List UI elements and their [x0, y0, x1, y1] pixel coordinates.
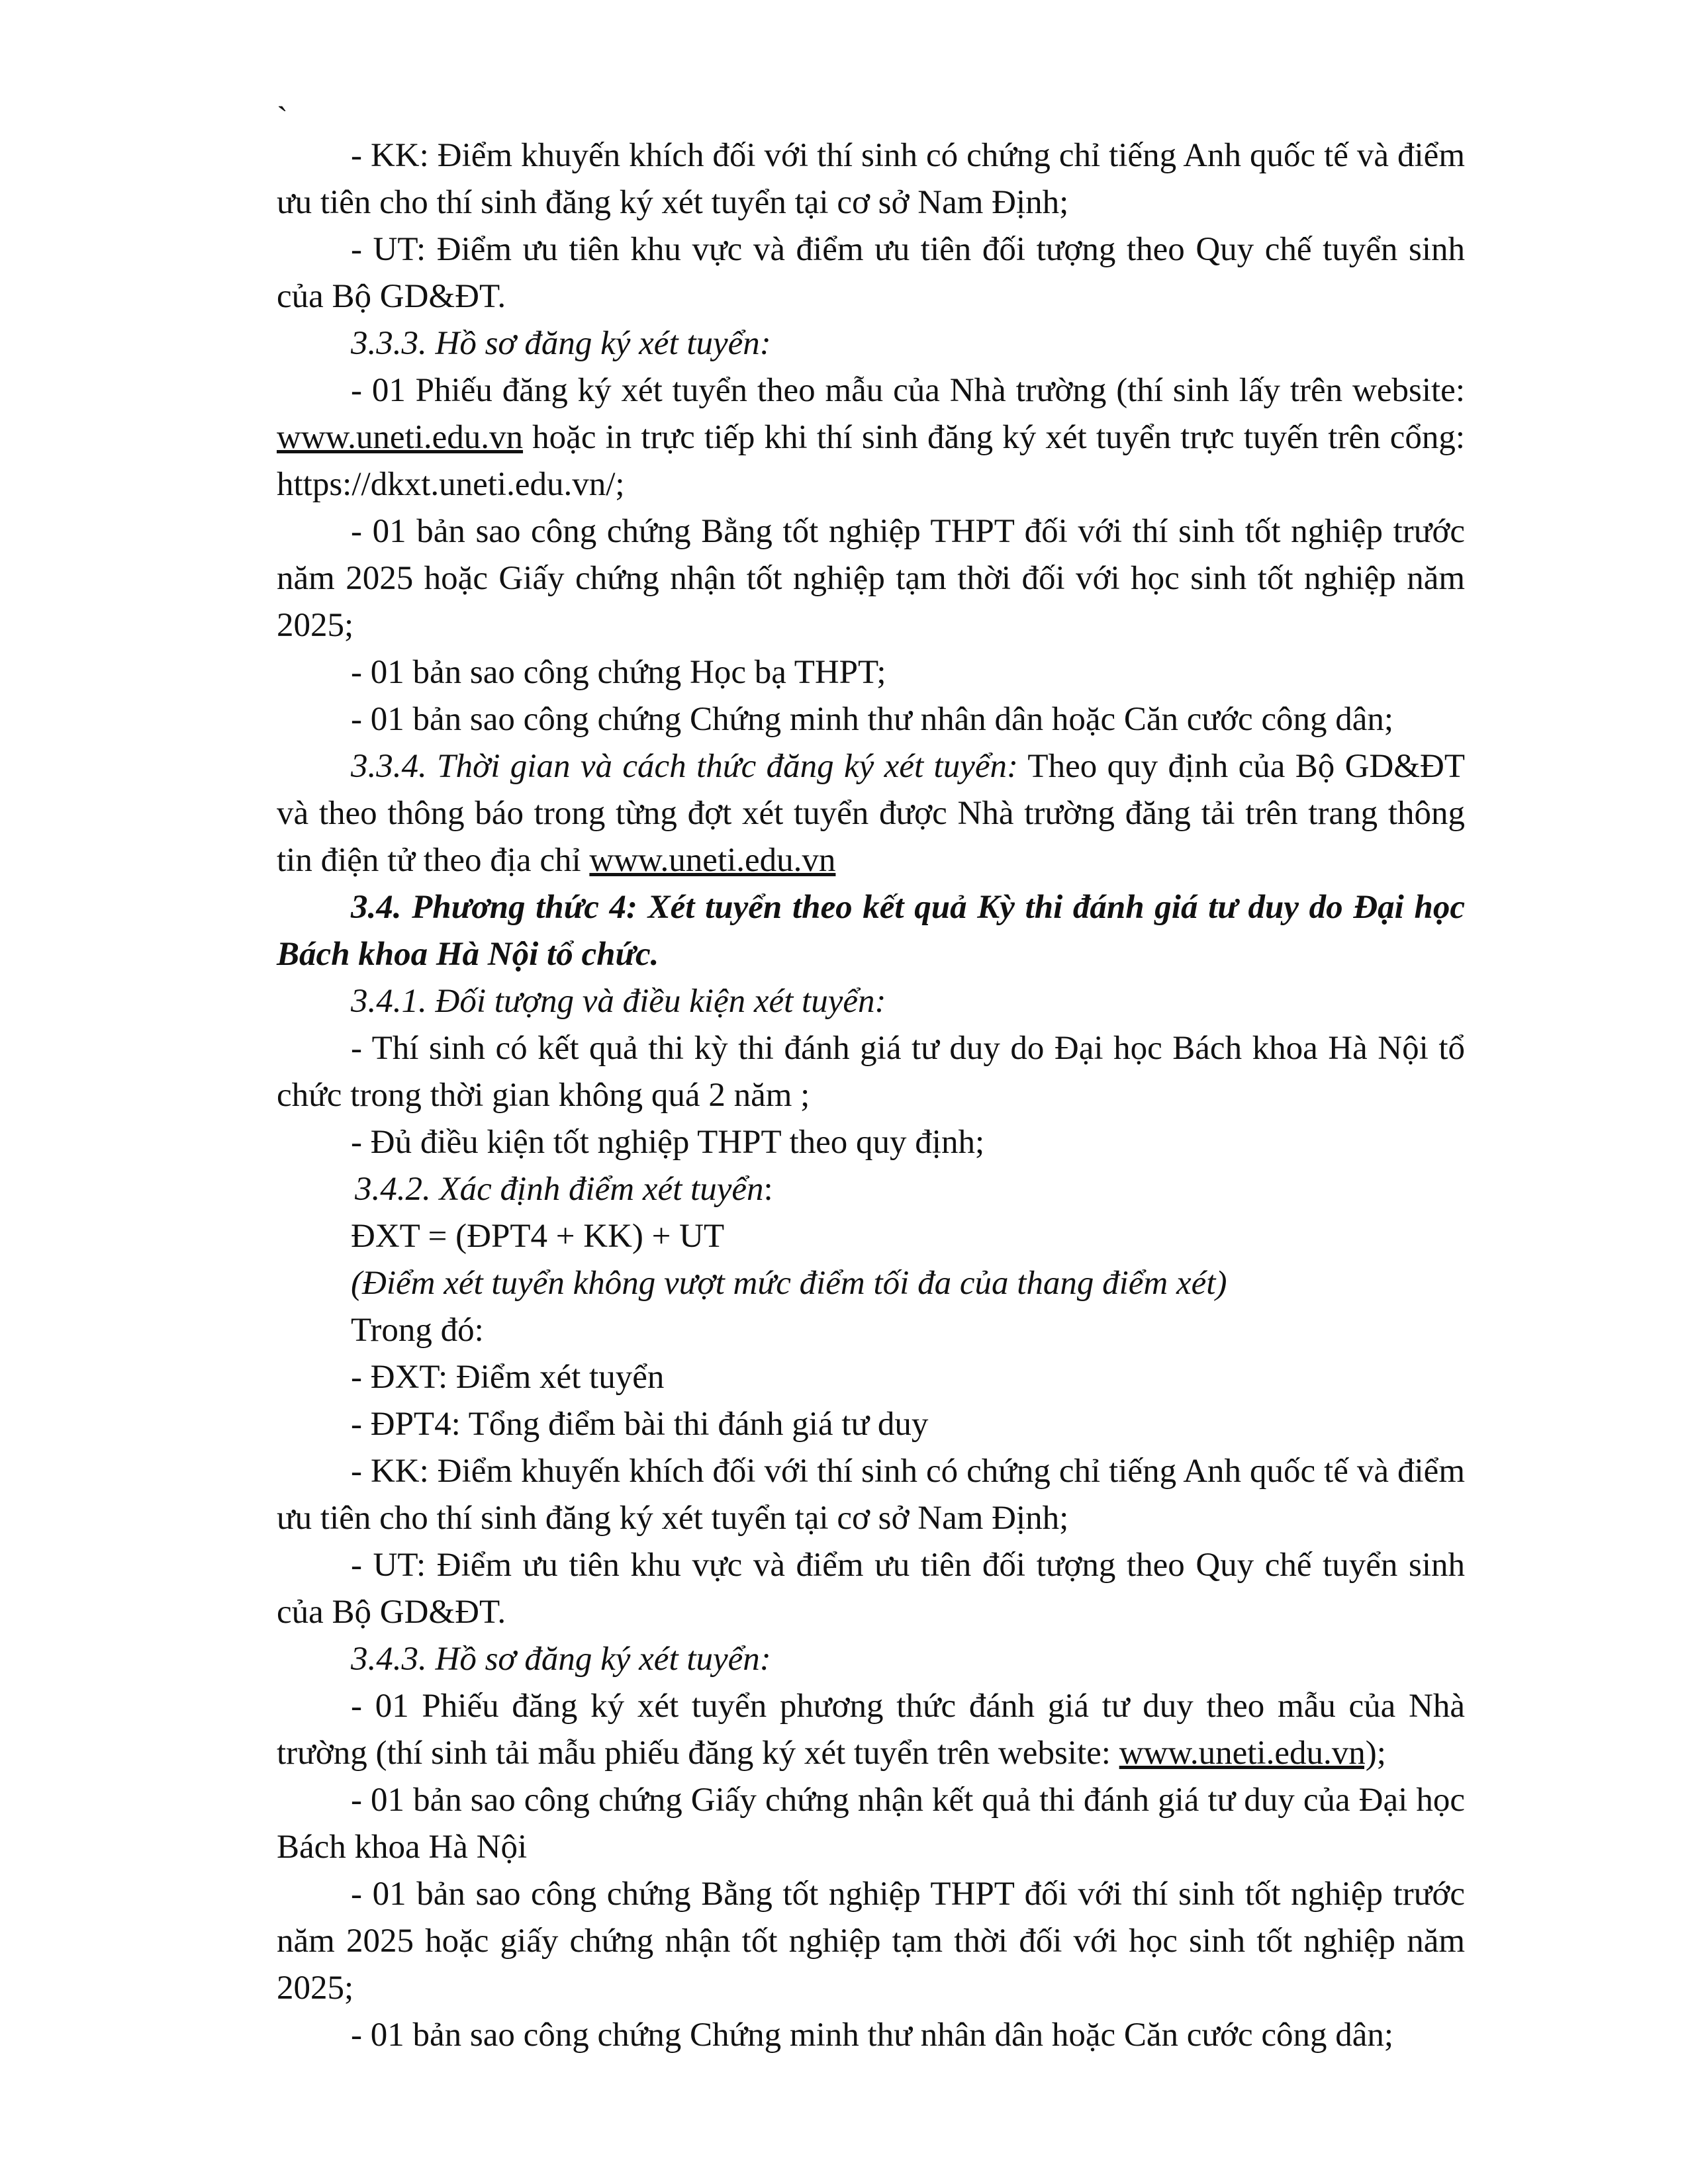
heading-3-4-2-colon: : — [763, 1171, 773, 1208]
paragraph-text: - 01 Phiếu đăng ký xét tuyển phương thức đánh giá tư duy theo mẫu của Nhà trường (thí sinh tải mẫu phiếu đăng ký xét tuyển trên website: — [277, 1688, 1465, 1772]
paragraph-kk-1: - KK: Điểm khuyến khích đối với thí sinh có chứng chỉ tiếng Anh quốc tế và điểm ưu tiên cho thí sinh đăng ký xét tuyển tại cơ sở Nam Định; — [277, 137, 1465, 221]
heading-3-4-3: 3.4.3. Hồ sơ đăng ký xét tuyển: — [351, 1641, 771, 1678]
paragraph-dxt: - ĐXT: Điểm xét tuyển — [351, 1359, 665, 1396]
heading-3-4-2-text: 3.4.2. Xác định điểm xét tuyển — [355, 1171, 764, 1208]
formula: ĐXT = (ĐPT4 + KK) + UT — [351, 1218, 725, 1255]
paragraph-text: Theo quy định của Bộ GD&ĐT và theo thông báo trong từng đợt xét tuyển được Nhà trường đăng tải trên trang thông tin điện tử theo địa chỉ — [277, 748, 1465, 879]
heading-3-3-3: 3.3.3. Hồ sơ đăng ký xét tuyển: — [351, 325, 771, 362]
paragraph-ut-2: - UT: Điểm ưu tiên khu vực và điểm ưu tiên đối tượng theo Quy chế tuyển sinh của Bộ GD&ĐT. — [277, 1547, 1465, 1631]
paragraph-ut-1: - UT: Điểm ưu tiên khu vực và điểm ưu tiên đối tượng theo Quy chế tuyển sinh của Bộ GD&ĐT. — [277, 231, 1465, 315]
heading-3-4: 3.4. Phương thức 4: Xét tuyển theo kết quả Kỳ thi đánh giá tư duy do Đại học Bách khoa Hà Nội tổ chức. — [277, 889, 1465, 973]
paragraph-trong-do: Trong đó: — [351, 1312, 484, 1349]
paragraph-doi-tuong: - Thí sinh có kết quả thi kỳ thi đánh giá tư duy do Đại học Bách khoa Hà Nội tổ chức trong thời gian không quá 2 năm ; — [277, 1030, 1465, 1114]
paragraph-hoc-ba: - 01 bản sao công chứng Học bạ THPT; — [351, 654, 886, 691]
paragraph-cmnd-1: - 01 bản sao công chứng Chứng minh thư nhân dân hoặc Căn cước công dân; — [351, 701, 1394, 738]
paragraph-cmnd-2: - 01 bản sao công chứng Chứng minh thư nhân dân hoặc Căn cước công dân; — [351, 2017, 1394, 2054]
website-link[interactable]: www.uneti.edu.vn); — [1119, 1735, 1386, 1772]
heading-3-4-1: 3.4.1. Đối tượng và điều kiện xét tuyển: — [351, 983, 886, 1020]
website-link[interactable]: www.uneti.edu.vn — [589, 842, 836, 879]
document-page — [277, 101, 1465, 2059]
paragraph-text: - 01 Phiếu đăng ký xét tuyển theo mẫu của Nhà trường (thí sinh lấy trên website: — [351, 372, 1465, 409]
paragraph-giay-chung-nhan: - 01 bản sao công chứng Giấy chứng nhận kết quả thi đánh giá tư duy của Đại học Bách khoa Hà Nội — [277, 1782, 1465, 1866]
paragraph-phieu-dang-ky-1 — [277, 367, 1465, 508]
website-link[interactable]: www.uneti.edu.vn — [277, 419, 524, 456]
paragraph-3-3-4 — [277, 743, 1465, 884]
formula-note: (Điểm xét tuyển không vượt mức điểm tối đa của thang điểm xét) — [351, 1265, 1227, 1302]
paragraph-phieu-dang-ky-2 — [277, 1683, 1465, 1777]
paragraph-dpt4: - ĐPT4: Tổng điểm bài thi đánh giá tư duy — [351, 1406, 929, 1443]
paragraph-bang-tot-nghiep-1: - 01 bản sao công chứng Bằng tốt nghiệp THPT đối với thí sinh tốt nghiệp trước năm 2025 hoặc Giấy chứng nhận tốt nghiệp tạm thời đối với học sinh tốt nghiệp năm 2025; — [277, 513, 1465, 644]
paragraph-bang-tot-nghiep-2: - 01 bản sao công chứng Bằng tốt nghiệp THPT đối với thí sinh tốt nghiệp trước năm 2025 hoặc giấy chứng nhận tốt nghiệp tạm thời đối với học sinh tốt nghiệp năm 2025; — [277, 1876, 1465, 2007]
stray-mark: ` — [277, 101, 288, 138]
paragraph-dieu-kien: - Đủ điều kiện tốt nghiệp THPT theo quy định; — [351, 1124, 985, 1161]
paragraph-kk-2: - KK: Điểm khuyến khích đối với thí sinh có chứng chỉ tiếng Anh quốc tế và điểm ưu tiên cho thí sinh đăng ký xét tuyển tại cơ sở Nam Định; — [277, 1453, 1465, 1537]
heading-3-4-2 — [277, 1166, 1465, 1213]
heading-3-3-4: 3.3.4. Thời gian và cách thức đăng ký xét tuyển: — [351, 748, 1018, 785]
paragraph-text: hoặc in trực tiếp khi thí sinh đăng ký xét tuyển trực tuyến trên cổng: https://dkxt.uneti.edu.vn/; — [277, 419, 1465, 503]
